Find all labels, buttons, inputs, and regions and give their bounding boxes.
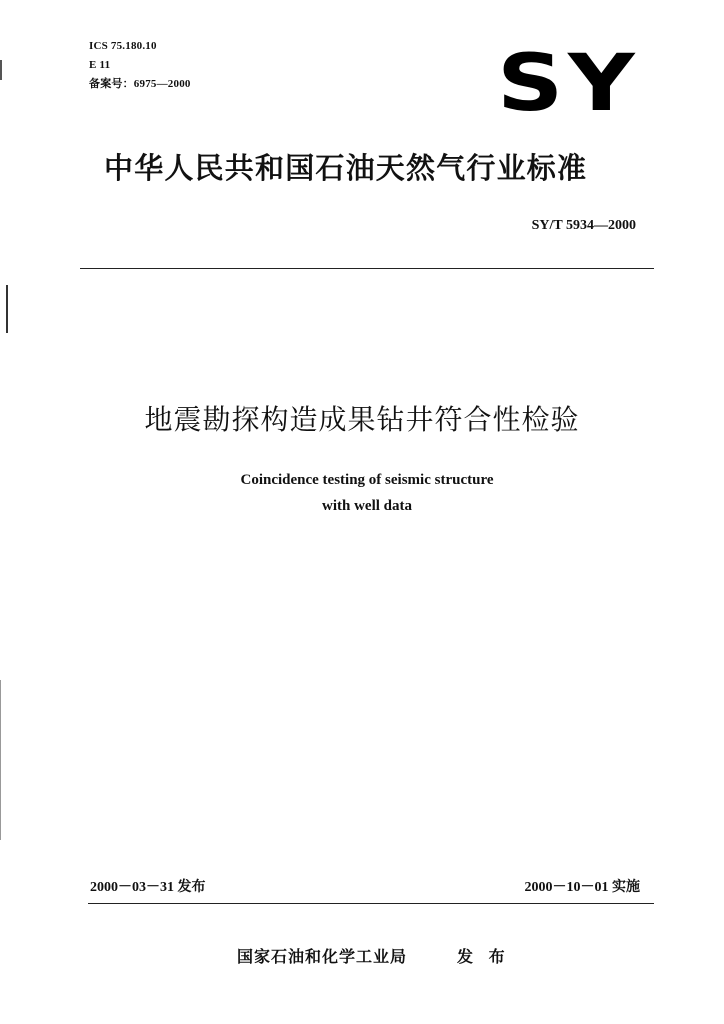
classification-code: E 11 (89, 59, 111, 71)
scan-artifact (6, 285, 8, 333)
publish-label: 发 布 (457, 947, 505, 966)
document-title-english-line2: with well data (322, 498, 412, 514)
top-divider (80, 268, 654, 269)
standard-title: 中华人民共和国石油天然气行业标准 (104, 151, 588, 185)
bottom-divider (88, 903, 654, 904)
document-title-chinese: 地震勘探构造成果钻井符合性检验 (144, 403, 580, 436)
implementation-date: 2000－10－01 实施 (524, 880, 640, 895)
document-title-english-line1: Coincidence testing of seismic structure (240, 472, 494, 488)
scan-artifact (0, 60, 2, 80)
ics-code: ICS 75.180.10 (89, 40, 157, 52)
standard-number: SY/T 5934—2000 (531, 218, 636, 233)
publisher-name: 国家石油和化学工业局 (237, 947, 408, 966)
sy-logo: SY (497, 39, 640, 129)
record-number: 备案号：6975—2000 (89, 78, 191, 90)
issue-date: 2000－03－31 发布 (90, 880, 206, 895)
scan-artifact (0, 680, 1, 840)
